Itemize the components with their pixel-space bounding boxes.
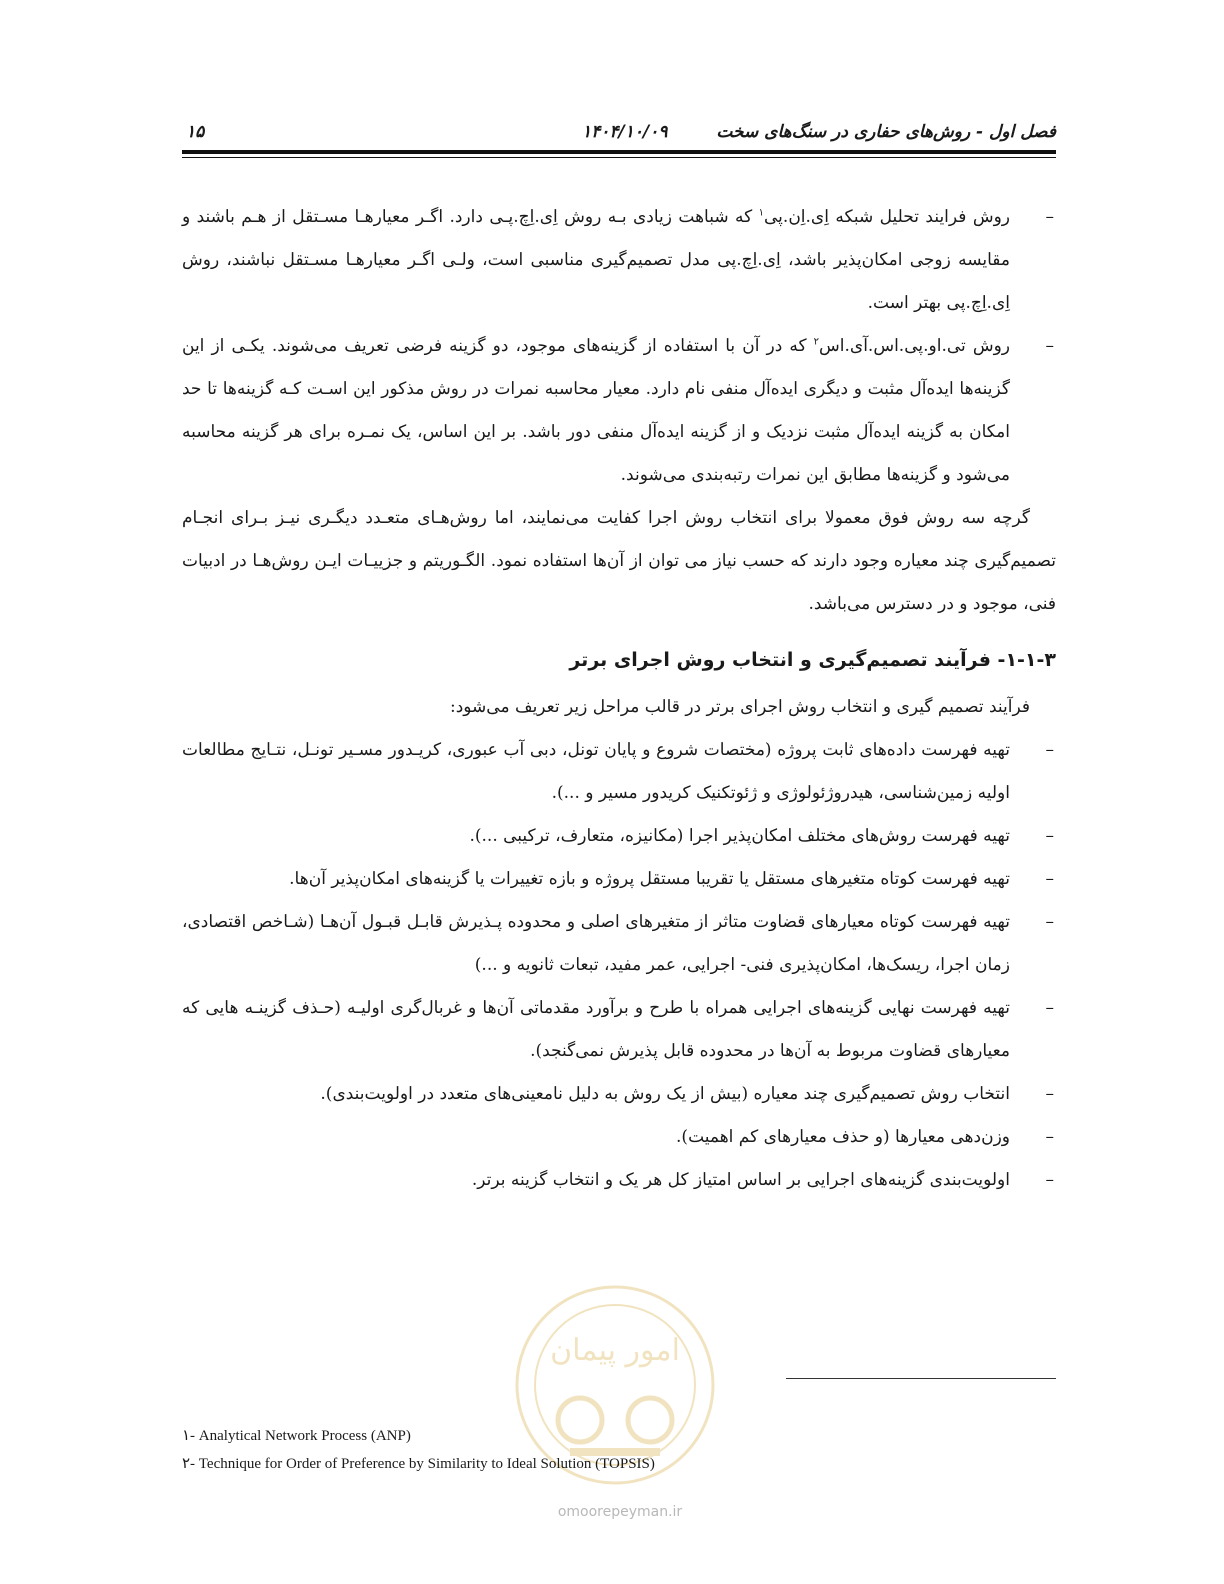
dash-bullet: – [1045,740,1054,760]
list-item-anp [182,196,1056,325]
page-header [182,118,1056,158]
header-date: ۱۴۰۴/۱۰/۰۹ [582,122,668,142]
list-item-text: تهیه فهرست داده‌های ثابت پروژه (مختصات شروع و پایان تونل، دبی آب عبوری، کریـدور مسـیر تونـل، نتـایج مطالعات اولیه زمین‌شناسی، هیدروژئولوژی و ژئوتکنیک کریدور مسیر و ...). [182,740,1010,803]
watermark-url: omoorepeyman.ir [557,1504,683,1520]
list-item-text: تهیه فهرست کوتاه معیارهای قضاوت متاثر از متغیرهای اصلی و محدوده پـذیرش قابـل قبـول آن‌هـا (شـاخص اقتصادی، زمان اجرا، ریسک‌ها، امکان‌پذیری فنی- اجرایی، عمر مفید، تبعات ثانویه و ...) [182,912,1010,975]
steps-list [182,729,1056,1202]
list-item-text: که در آن با استفاده از گزینه‌های موجود، دو گزینه فرضی تعریف می‌شوند. یکـی از این گزینه‌ها ایده‌آل مثبت و دیگری ایده‌آل منفی نام دارد. معیار محاسبه نمرات در روش مذکور این اسـت کـه گزینه‌ها تا حد امکان به گزینه ایده‌آل مثبت نزدیک و از گزینه ایده‌آل منفی دور باشد. بر این اساس، یک نمـره برای هر گزینه محاسبه می‌شود و گزینه‌ها مطابق این نمرات رتبه‌بندی می‌شوند. [182,336,1010,485]
dash-bullet: – [1045,998,1054,1018]
list-item-text: وزن‌دهی معیارها (و حذف معیارهای کم اهمیت). [676,1127,1010,1147]
footnotes [182,1422,882,1478]
dash-bullet: – [1045,1084,1054,1104]
page-number: ۱۵ [186,122,205,142]
dash-bullet: – [1045,207,1054,227]
section-intro: فرآیند تصمیم گیری و انتخاب روش اجرای برتر در قالب مراحل زیر تعریف می‌شود: [449,697,1030,717]
list-item [182,901,1056,987]
list-item-text: اولویت‌بندی گزینه‌های اجرایی بر اساس امتیاز کل هر یک و انتخاب گزینه برتر. [471,1170,1010,1190]
list-item-text: روش تی.او.پی.اس.آی.اس [819,336,1010,356]
list-item [182,1116,1056,1159]
list-item [182,815,1056,858]
method-list [182,196,1056,497]
footnote-ref: ۱ [758,207,765,219]
footnote-1: ۱- Analytical Network Process (ANP) [182,1428,411,1444]
list-item [182,858,1056,901]
list-item [182,1159,1056,1202]
dash-bullet: – [1045,912,1054,932]
footnote-ref: ۲ [813,336,820,348]
list-item-topsis [182,325,1056,497]
dash-bullet: – [1045,1127,1054,1147]
dash-bullet: – [1045,826,1054,846]
list-item-text: تهیه فهرست نهایی گزینه‌های اجرایی همراه با طرح و برآورد مقدماتی آن‌ها و غربال‌گری اولیـه (حـذف گزینـه هایی که معیارهای قضاوت مربوط به آن‌ها در محدوده قابل پذیرش نمی‌گنجد). [182,998,1010,1061]
list-item-text: تهیه فهرست روش‌های مختلف امکان‌پذیر اجرا (مکانیزه، متعارف، ترکیبی ...). [469,826,1010,846]
section-heading: ۱-۱-۳- فرآیند تصمیم‌گیری و انتخاب روش اجرای برتر [569,649,1056,671]
list-item [182,1073,1056,1116]
list-item-text: که شباهت زیادی بـه روش اِی.اِچ.پـی دارد. اگـر معیارهـا مسـتقل از هـم باشند و مقایسه زوجی امکان‌پذیر باشد، اِی.اِچ.پی مدل تصمیم‌گیری مناسبی است، ولـی اگـر معیارهـا مسـتقل نباشند، روش اِی.اِچ.پی بهتر است. [182,207,1010,313]
footnote-rule [786,1378,1056,1379]
list-item [182,729,1056,815]
dash-bullet: – [1045,1170,1054,1190]
list-item-text: تهیه فهرست کوتاه متغیرهای مستقل یا تقریبا مستقل پروژه و بازه تغییرات یا گزینه‌های امکان‌پذیر آن‌ها. [289,869,1010,889]
list-item-text: انتخاب روش تصمیم‌گیری چند معیاره (بیش از یک روش به دلیل نامعینی‌های متعدد در اولویت‌بندی). [320,1084,1010,1104]
watermark-logo-text: امور پیمان [550,1333,680,1368]
footnote-2: ۲- Technique for Order of Preference by Similarity to Ideal Solution (TOPSIS) [182,1456,655,1472]
list-item-text: روش فرایند تحلیل شبکه اِی.اِن.پی [764,207,1010,227]
dash-bullet: – [1045,869,1054,889]
dash-bullet: – [1045,336,1054,356]
body-content [182,196,1056,1202]
list-item [182,987,1056,1073]
chapter-title: فصل اول - روش‌های حفاری در سنگ‌های سخت [716,122,1056,142]
body-paragraph: گرچه سه روش فوق معمولا برای انتخاب روش اجرا کفایت می‌نمایند، اما روش‌هـای متعـدد دیگـری نیـز بـرای انجـام تصمیم‌گیری چند معیاره وجود دارند که حسب نیاز می توان از آن‌ها استفاده نمود. الگـوریتم و جزییـات ایـن روش‌هـا در ادبیات فنی، موجود و در دسترس می‌باشد. [182,508,1056,614]
header-rule-thin [182,157,1056,158]
header-rule-thick [182,150,1056,154]
